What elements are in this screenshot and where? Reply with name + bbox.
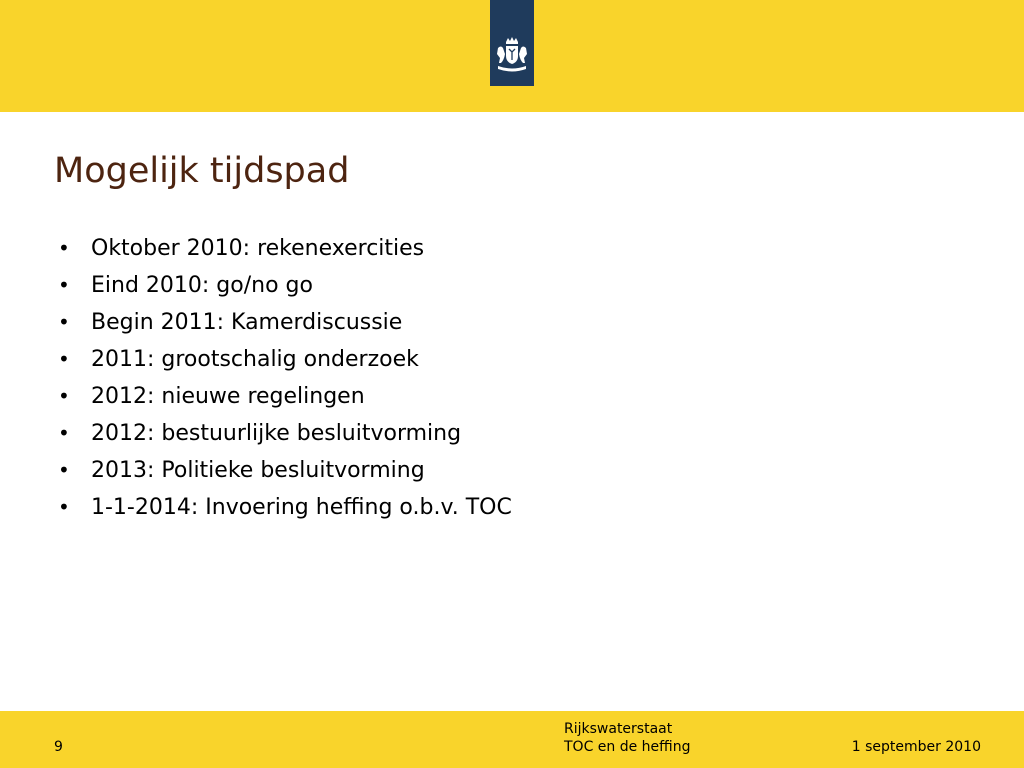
header-band [0,0,1024,112]
logo-ribbon [490,0,534,86]
slide-title: Mogelijk tijdspad [54,151,350,191]
presentation-subject: TOC en de heffing [564,739,691,755]
organization-name: Rijkswaterstaat [564,721,673,737]
bullet-dot: • [58,236,70,260]
list-item [56,341,512,378]
list-item [56,378,512,415]
bullet-dot: • [58,310,70,334]
bullet-dot: • [58,347,70,371]
presentation-date: 1 september 2010 [851,739,981,755]
bullet-text: 2012: bestuurlijke besluitvorming [91,421,462,446]
page-number: 9 [54,739,63,755]
bullet-text: 1-1-2014: Invoering heffing o.b.v. TOC [91,495,512,520]
list-item [56,452,512,489]
list-item [56,267,512,304]
bullet-text: Oktober 2010: rekenexercities [91,236,425,261]
list-item [56,304,512,341]
bullet-text: 2011: grootschalig onderzoek [91,347,419,372]
bullet-text: Eind 2010: go/no go [91,273,313,298]
list-item [56,230,512,267]
bullet-text: Begin 2011: Kamerdiscussie [91,310,403,335]
bullet-dot: • [58,458,70,482]
bullet-text: 2013: Politieke besluitvorming [91,458,425,483]
bullet-dot: • [58,421,70,445]
bullet-dot: • [58,384,70,408]
list-item [56,489,512,526]
bullet-dot: • [58,273,70,297]
bullet-list [56,230,512,526]
bullet-dot: • [58,495,70,519]
bullet-text: 2012: nieuwe regelingen [91,384,365,409]
coat-of-arms-icon [495,36,529,78]
list-item [56,415,512,452]
